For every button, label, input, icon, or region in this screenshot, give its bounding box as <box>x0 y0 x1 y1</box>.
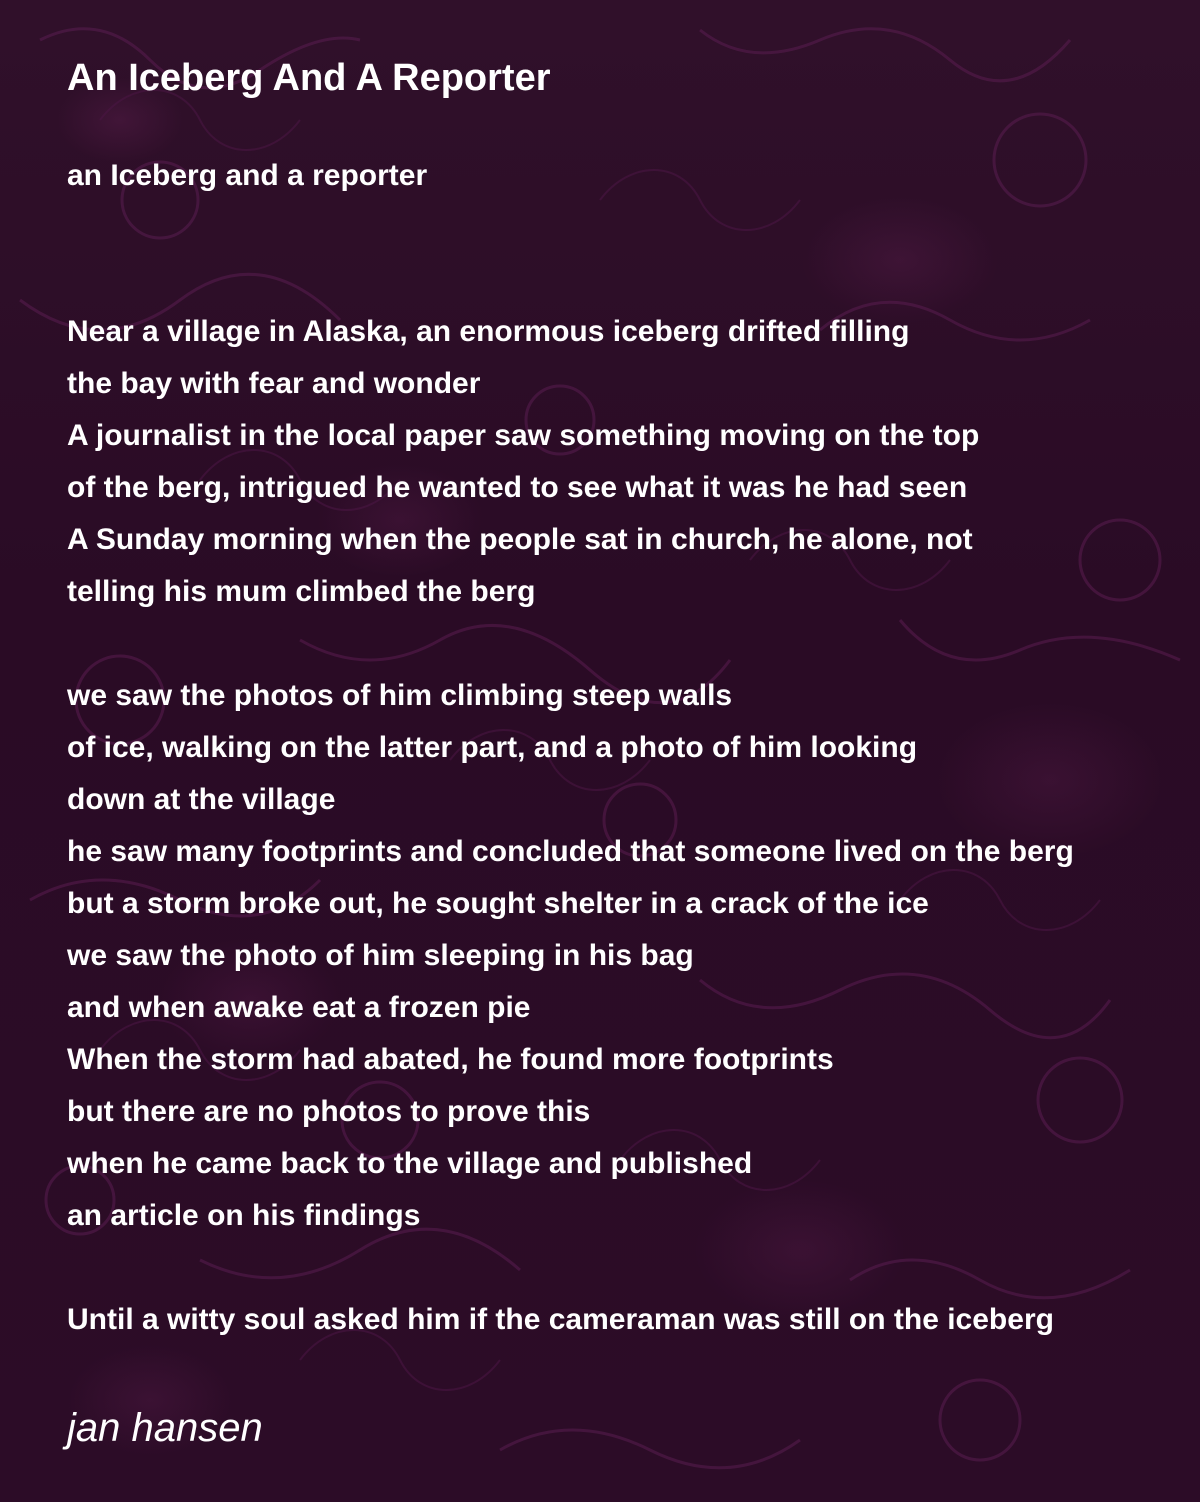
poem-line: the bay with fear and wonder <box>67 367 481 400</box>
poem-line: Until a witty soul asked him if the cameraman was still on the iceberg <box>67 1303 1054 1336</box>
poem-line: but there are no photos to prove this <box>67 1095 591 1128</box>
poem-author: jan hansen <box>67 1406 263 1450</box>
poem-line: we saw the photo of him sleeping in his bag <box>67 939 694 972</box>
poem-line <box>67 202 1192 254</box>
poem-line: and when awake eat a frozen pie <box>67 991 531 1024</box>
poem-line: A journalist in the local paper saw something moving on the top <box>67 419 980 452</box>
poem-line: an Iceberg and a reporter <box>67 159 428 192</box>
poem-line: A Sunday morning when the people sat in church, he alone, not <box>67 523 973 556</box>
poem-title: An Iceberg And A Reporter <box>67 57 551 99</box>
poem-line: of the berg, intrigued he wanted to see what it was he had seen <box>67 471 968 504</box>
poem-line: down at the village <box>67 783 336 816</box>
poem-line <box>67 254 1192 306</box>
poem-line: an article on his findings <box>67 1199 421 1232</box>
poem-line: we saw the photos of him climbing steep walls <box>67 679 733 712</box>
poem-line: but a storm broke out, he sought shelter in a crack of the ice <box>67 887 929 920</box>
poem-line <box>67 1242 1192 1294</box>
poem-line: When the storm had abated, he found more footprints <box>67 1043 834 1076</box>
poem-line: Near a village in Alaska, an enormous iceberg drifted filling <box>67 315 910 348</box>
poem-line: of ice, walking on the latter part, and a photo of him looking <box>67 731 918 764</box>
poem-line <box>67 618 1192 670</box>
poem-line: telling his mum climbed the berg <box>67 575 536 608</box>
poem-line: he saw many footprints and concluded that someone lived on the berg <box>67 835 1074 868</box>
poem-body <box>67 150 1192 1346</box>
poem-line: when he came back to the village and published <box>67 1147 753 1180</box>
